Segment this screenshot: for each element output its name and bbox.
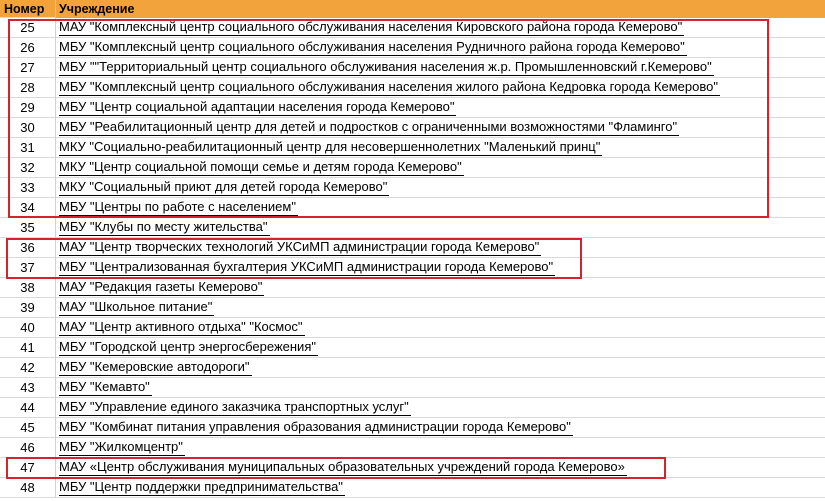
institution-cell[interactable] [56, 458, 825, 478]
number-cell[interactable]: 44 [0, 398, 56, 418]
institution-name: МБУ "Комплексный центр социального обслуживания населения жилого района Кедровка города Кемерово" [59, 79, 718, 94]
number-cell[interactable]: 47 [0, 458, 56, 478]
institution-cell[interactable] [56, 418, 825, 438]
institution-cell[interactable] [56, 18, 825, 38]
table-row [0, 18, 825, 38]
institution-cell[interactable] [56, 178, 825, 198]
number-cell[interactable]: 38 [0, 278, 56, 298]
number-cell[interactable]: 26 [0, 38, 56, 58]
table-row [0, 218, 825, 238]
number-cell[interactable]: 37 [0, 258, 56, 278]
number-cell[interactable]: 48 [0, 478, 56, 498]
institution-name: МАУ "Редакция газеты Кемерово" [59, 279, 263, 294]
table-row [0, 58, 825, 78]
table-row [0, 118, 825, 138]
table-row [0, 38, 825, 58]
number-cell[interactable]: 30 [0, 118, 56, 138]
number-cell[interactable]: 43 [0, 378, 56, 398]
institution-name: МБУ "Центры по работе с населением" [59, 199, 296, 214]
number-cell[interactable]: 42 [0, 358, 56, 378]
institution-name: МБУ "Жилкомцентр" [59, 439, 183, 454]
table-row [0, 418, 825, 438]
institution-cell[interactable] [56, 138, 825, 158]
institution-name: МБУ "Кемавто" [59, 379, 150, 394]
number-cell[interactable]: 27 [0, 58, 56, 78]
institution-name: МКУ "Центр социальной помощи семье и детям города Кемерово" [59, 159, 462, 174]
number-cell[interactable]: 40 [0, 318, 56, 338]
institution-name: МКУ "Социальный приют для детей города Кемерово" [59, 179, 388, 194]
institution-cell[interactable] [56, 338, 825, 358]
number-cell[interactable]: 39 [0, 298, 56, 318]
institution-cell[interactable] [56, 398, 825, 418]
institution-cell[interactable] [56, 78, 825, 98]
institution-cell[interactable] [56, 58, 825, 78]
institution-name: МБУ "Централизованная бухгалтерия УКСиМП администрации города Кемерово" [59, 259, 554, 274]
institution-name: МБУ "Городской центр энергосбережения" [59, 339, 316, 354]
institution-cell[interactable] [56, 258, 825, 278]
number-cell[interactable]: 31 [0, 138, 56, 158]
table-row [0, 458, 825, 478]
table-row [0, 258, 825, 278]
institution-name: МБУ "Управление единого заказчика транспортных услуг" [59, 399, 409, 414]
number-cell[interactable]: 33 [0, 178, 56, 198]
institution-cell[interactable] [56, 378, 825, 398]
institution-name: МБУ "Реабилитационный центр для детей и подростков с ограниченными возможностями "Фламинго" [59, 119, 678, 134]
institution-cell[interactable] [56, 238, 825, 258]
table-row [0, 198, 825, 218]
number-cell[interactable]: 41 [0, 338, 56, 358]
number-cell[interactable]: 35 [0, 218, 56, 238]
table-row [0, 438, 825, 458]
number-cell[interactable]: 46 [0, 438, 56, 458]
number-cell[interactable]: 45 [0, 418, 56, 438]
table-row [0, 478, 825, 498]
institution-name: МАУ «Центр обслуживания муниципальных образовательных учреждений города Кемерово» [59, 459, 625, 474]
institution-cell[interactable] [56, 218, 825, 238]
table-row [0, 78, 825, 98]
institution-name: МАУ "Центр активного отдыха" "Космос" [59, 319, 303, 334]
table-row [0, 178, 825, 198]
table-row [0, 158, 825, 178]
table-row [0, 378, 825, 398]
number-cell[interactable]: 29 [0, 98, 56, 118]
header-institution[interactable]: Учреждение [59, 2, 135, 16]
table-row [0, 398, 825, 418]
institution-cell[interactable] [56, 278, 825, 298]
institution-cell[interactable] [56, 158, 825, 178]
number-cell[interactable]: 28 [0, 78, 56, 98]
institution-name: МАУ "Комплексный центр социального обслуживания населения Кировского района города Кемерово" [59, 19, 683, 34]
institution-name: МБУ "Комплексный центр социального обслуживания населения Рудничного района города Кемерово" [59, 39, 685, 54]
header-number[interactable]: Номер [0, 0, 56, 18]
institution-name: МАУ "Школьное питание" [59, 299, 213, 314]
header-row [0, 0, 825, 18]
institution-name: МБУ ""Территориальный центр социального обслуживания населения ж.р. Промышленновский г.Кемерово" [59, 59, 712, 74]
table-row [0, 298, 825, 318]
institution-cell[interactable] [56, 318, 825, 338]
institution-cell[interactable] [56, 118, 825, 138]
table-row [0, 238, 825, 258]
institution-name: МБУ "Кемеровские автодороги" [59, 359, 250, 374]
institution-cell[interactable] [56, 438, 825, 458]
institution-name: МБУ "Центр социальной адаптации населения города Кемерово" [59, 99, 455, 114]
number-cell[interactable]: 25 [0, 18, 56, 38]
table-row [0, 138, 825, 158]
institution-name: МКУ "Социально-реабилитационный центр для несовершеннолетних "Маленький принц" [59, 139, 601, 154]
institution-name: МБУ "Центр поддержки предпринимательства" [59, 479, 343, 494]
institution-cell[interactable] [56, 298, 825, 318]
table-row [0, 318, 825, 338]
institution-cell[interactable] [56, 358, 825, 378]
table-row [0, 358, 825, 378]
institution-cell[interactable] [56, 198, 825, 218]
institution-cell[interactable] [56, 38, 825, 58]
number-cell[interactable]: 32 [0, 158, 56, 178]
institution-cell[interactable] [56, 98, 825, 118]
number-cell[interactable]: 36 [0, 238, 56, 258]
table-row [0, 278, 825, 298]
table-row [0, 338, 825, 358]
institution-name: МБУ "Комбинат питания управления образования администрации города Кемерово" [59, 419, 571, 434]
institution-cell[interactable] [56, 478, 825, 498]
institution-name: МБУ "Клубы по месту жительства" [59, 219, 268, 234]
table-row [0, 98, 825, 118]
number-cell[interactable]: 34 [0, 198, 56, 218]
institution-name: МАУ "Центр творческих технологий УКСиМП администрации города Кемерово" [59, 239, 540, 254]
